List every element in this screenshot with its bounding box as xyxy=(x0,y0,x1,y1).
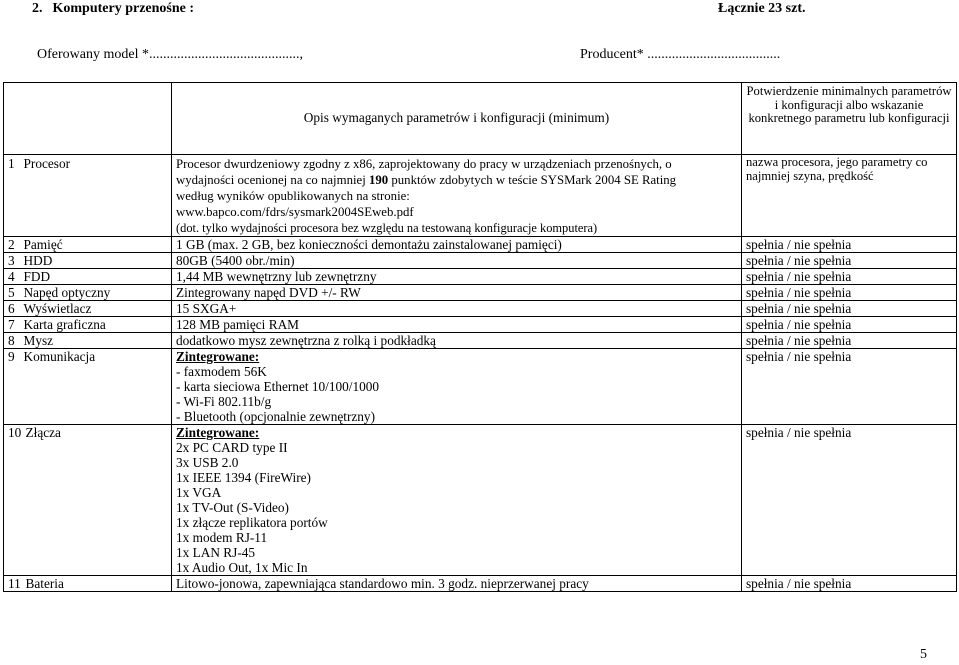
ports-title xyxy=(176,425,737,440)
row-description: Litowo-jonowa, zapewniająca standardowo min. 3 godz. nieprzerwanej pracy xyxy=(172,576,742,592)
list-item: 2x PC CARD type II xyxy=(176,440,288,455)
processor-line-2 xyxy=(176,172,737,188)
processor-line-1: Procesor dwurdzeniowy zgodny z x86, zaprojektowany do pracy w urządzeniach przenośnych, o xyxy=(176,157,672,171)
row-confirmation: spełnia / nie spełnia xyxy=(742,285,957,301)
table-row-processor xyxy=(4,155,957,237)
row-name: Mysz xyxy=(24,333,172,349)
row-confirmation: spełnia / nie spełnia xyxy=(742,269,957,285)
row-confirmation: spełnia / nie spełnia xyxy=(742,576,957,592)
list-item: - Bluetooth (opcjonalnie zewnętrzny) xyxy=(176,409,376,424)
list-item: 1x VGA xyxy=(176,485,222,500)
row-number: 2 xyxy=(4,237,24,253)
ports-title-text: Zintegrowane: xyxy=(176,425,260,440)
processor-line-2a: wydajności ocenionej na co najmniej xyxy=(176,173,369,187)
row-confirmation: spełnia / nie spełnia xyxy=(742,425,957,576)
table-row xyxy=(4,253,957,269)
section-title xyxy=(32,1,194,17)
producer-field: Producent* ...................................... xyxy=(580,47,781,62)
row-number: 1 xyxy=(4,155,24,237)
processor-link: www.bapco.com/fdrs/sysmark2004SEweb.pdf xyxy=(176,205,414,219)
row-number: 5 xyxy=(4,285,24,301)
table-row xyxy=(4,269,957,285)
row-confirmation: spełnia / nie spełnia xyxy=(742,301,957,317)
page-number: 5 xyxy=(920,647,927,662)
row-description xyxy=(172,349,742,425)
section-number: 2. xyxy=(32,1,43,16)
table-row-comms xyxy=(4,349,957,425)
row-name: Komunikacja xyxy=(24,349,172,425)
table-row xyxy=(4,301,957,317)
row-description xyxy=(172,155,742,237)
row-description: 15 SXGA+ xyxy=(172,301,742,317)
list-item: 1x Audio Out, 1x Mic In xyxy=(176,560,308,575)
section-header xyxy=(0,1,959,21)
row-number: 9 xyxy=(4,349,24,425)
list-item: 1x modem RJ-11 xyxy=(176,530,268,545)
row-name: Pamięć xyxy=(24,237,172,253)
header-empty-cell xyxy=(4,83,172,155)
table-row xyxy=(4,333,957,349)
row-description: 1 GB (max. 2 GB, bez konieczności demontażu zainstalowanej pamięci) xyxy=(172,237,742,253)
list-item: - karta sieciowa Ethernet 10/100/1000 xyxy=(176,379,380,394)
processor-note: (dot. tylko wydajności procesora bez względu na testowaną konfiguracje komputera) xyxy=(176,221,598,235)
row-number: 4 xyxy=(4,269,24,285)
list-item: - Wi-Fi 802.11b/g xyxy=(176,394,272,409)
row-name: Wyświetlacz xyxy=(24,301,172,317)
table-row xyxy=(4,285,957,301)
table-row xyxy=(4,237,957,253)
row-name: HDD xyxy=(24,253,172,269)
spec-table xyxy=(3,82,957,592)
header-description: Opis wymaganych parametrów i konfiguracji (minimum) xyxy=(172,83,742,155)
row-confirmation: spełnia / nie spełnia xyxy=(742,333,957,349)
row-number: 8 xyxy=(4,333,24,349)
table-row-battery xyxy=(4,576,957,592)
table-row xyxy=(4,317,957,333)
list-item: 3x USB 2.0 xyxy=(176,455,239,470)
header-confirmation: Potwierdzenie minimalnych parametrów i konfiguracji albo wskazanie konkretnego parametru lub konfiguracji xyxy=(742,83,957,155)
processor-score: 190 xyxy=(368,173,389,187)
table-header-row xyxy=(4,83,957,155)
row-confirmation: nazwa procesora, jego parametry co najmniej szyna, prędkość xyxy=(742,155,957,237)
row-description: 128 MB pamięci RAM xyxy=(172,317,742,333)
row-description: 80GB (5400 obr./min) xyxy=(172,253,742,269)
row-number: 10 xyxy=(4,425,24,576)
offered-model-field: Oferowany model *..........................................., xyxy=(37,47,303,62)
row-description: Zintegrowany napęd DVD +/- RW xyxy=(172,285,742,301)
list-item: 1x IEEE 1394 (FireWire) xyxy=(176,470,311,485)
row-name: Procesor xyxy=(24,155,172,237)
list-item: 1x LAN RJ-45 xyxy=(176,545,256,560)
row-confirmation: spełnia / nie spełnia xyxy=(742,237,957,253)
row-name: Napęd optyczny xyxy=(24,285,172,301)
section-title-text: Komputery przenośne : xyxy=(52,1,195,16)
table-row-ports xyxy=(4,425,957,576)
section-total: Łącznie 23 szt. xyxy=(718,1,806,16)
row-number: 7 xyxy=(4,317,24,333)
comms-title-text: Zintegrowane: xyxy=(176,349,260,364)
processor-line-2c: punktów zdobytych w teście SYSMark 2004 SE Rating xyxy=(388,173,677,187)
row-confirmation: spełnia / nie spełnia xyxy=(742,253,957,269)
row-confirmation: spełnia / nie spełnia xyxy=(742,349,957,425)
row-description: dodatkowo mysz zewnętrzna z rolką i podkładką xyxy=(172,333,742,349)
comms-title xyxy=(176,349,737,364)
row-description xyxy=(172,425,742,576)
row-name: Bateria xyxy=(24,576,172,592)
row-confirmation: spełnia / nie spełnia xyxy=(742,317,957,333)
processor-line-3: według wyników opublikowanych na stronie: xyxy=(176,189,410,203)
row-name: Złącza xyxy=(24,425,172,576)
row-number: 3 xyxy=(4,253,24,269)
list-item: 1x złącze replikatora portów xyxy=(176,515,328,530)
row-number: 6 xyxy=(4,301,24,317)
row-name: FDD xyxy=(24,269,172,285)
row-name: Karta graficzna xyxy=(24,317,172,333)
row-description: 1,44 MB wewnętrzny lub zewnętrzny xyxy=(172,269,742,285)
list-item: 1x TV-Out (S-Video) xyxy=(176,500,289,515)
list-item: - faxmodem 56K xyxy=(176,364,267,379)
row-number: 11 xyxy=(4,576,24,592)
